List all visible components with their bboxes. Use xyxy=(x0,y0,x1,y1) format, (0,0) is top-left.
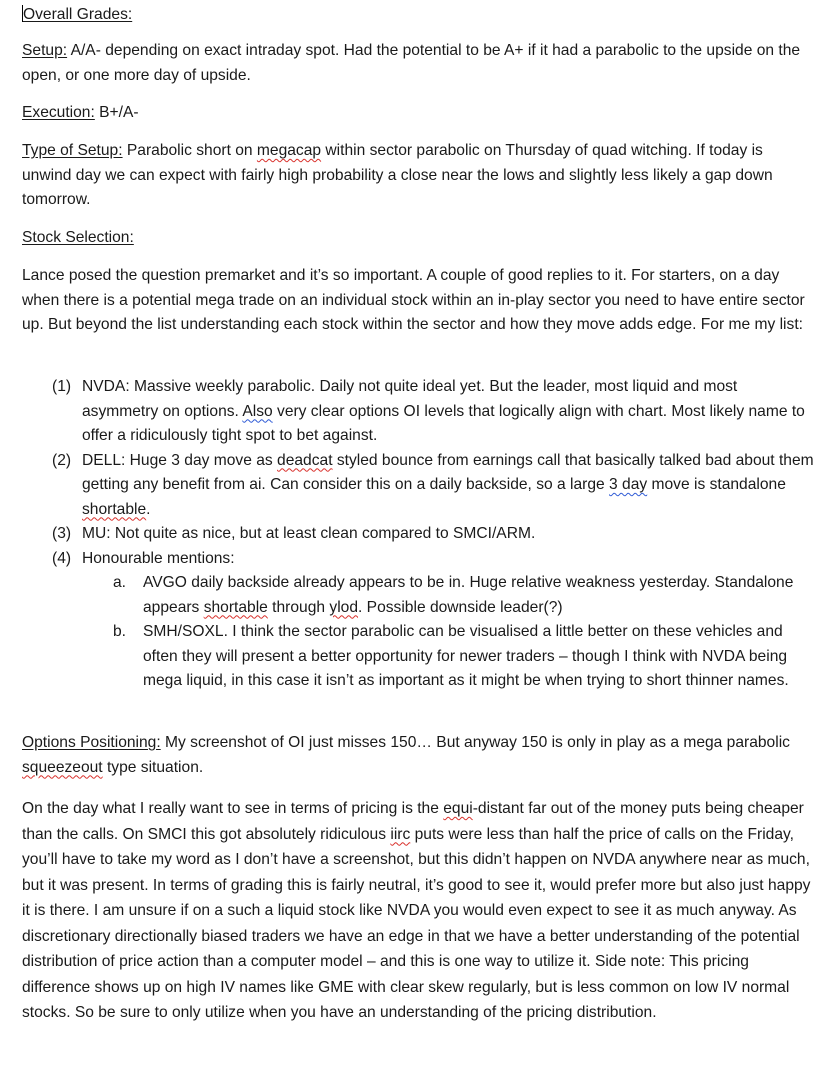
type-of-setup-text: Parabolic short on xyxy=(122,142,257,159)
sub-list-letter: b. xyxy=(113,623,127,640)
type-of-setup-text-cont: within sector parabolic on Thursday of quad witching. If today is unwind day we can expect with fairly high probability a close near the lows and slightly less likely a gap down tomorrow. xyxy=(22,142,773,208)
list-number: (1) xyxy=(52,378,72,395)
stock-selection-paragraph: Lance posed the question premarket and it’s so important. A couple of good replies to it. For starters, on a day when there is a potential mega trade on an individual stock within an in-play sector you need to have entire sector up. But beyond the list understanding each stock within the sector and how they move adds edge. For me my list: xyxy=(22,267,805,333)
spelling-flag: shortable xyxy=(203,598,268,616)
list-item-text-cont: . xyxy=(146,500,151,518)
spelling-flag: equi xyxy=(443,800,473,817)
sub-list-item-text: SMH/SOXL. I think the sector parabolic can be visualised a little better on these vehicles and often they will present a better opportunity for newer traders – though I think with NVDA being mega liquid, in this case it isn’t as important as it might be when trying to short thinner names. xyxy=(143,623,789,689)
setup-paragraph xyxy=(22,39,815,88)
sub-list-letter: a. xyxy=(113,574,127,591)
sub-list-item-text: AVGO daily backside already appears to be in. Huge relative weakness yesterday. Standalone appears xyxy=(143,574,794,616)
setup-text: A/A- depending on exact intraday spot. Had the potential to be A+ if it had a parabolic to the upside on the open, or one more day of upside. xyxy=(22,42,801,84)
options-positioning-label: Options Positioning: xyxy=(22,734,161,751)
list-item-text-cont: very clear options OI levels that logically align with chart. Most likely name to offer a ridiculously tight spot to bet against. xyxy=(82,402,805,444)
execution-text: B+/A- xyxy=(94,104,139,121)
pricing-paragraph xyxy=(22,796,815,1026)
grammar-flag: 3 day xyxy=(609,476,648,493)
sub-list-item xyxy=(22,620,815,694)
type-of-setup-label: Type of Setup: xyxy=(22,142,123,159)
list-item-text: MU: Not quite as nice, but at least clean compared to SMCI/ARM. xyxy=(82,525,536,542)
list-item xyxy=(22,522,815,547)
options-positioning-text-cont: type situation. xyxy=(102,758,204,776)
pricing-text-cont: -distant far out of the money puts being cheaper than the calls. On SMCI this got absolutely ridiculous xyxy=(22,800,804,843)
list-item-text: DELL: Huge 3 day move as xyxy=(82,451,278,469)
type-of-setup-paragraph xyxy=(22,139,815,213)
options-positioning-text: My screenshot of OI just misses 150… But anyway 150 is only in play as a mega parabolic xyxy=(160,734,790,751)
pricing-text: On the day what I really want to see in terms of pricing is the xyxy=(22,800,444,817)
overall-grades-heading: Overall Grades: xyxy=(23,6,133,23)
list-item xyxy=(22,449,815,523)
list-item xyxy=(22,547,815,572)
stock-list xyxy=(22,375,815,694)
list-item-text-cont: styled bounce from earnings call that basically talked bad about them getting any benefit from ai. Can consider this on a daily backside, so a large xyxy=(82,451,814,493)
stock-selection-heading: Stock Selection: xyxy=(22,229,134,246)
sub-list-item xyxy=(22,571,815,620)
list-item-text: Honourable mentions: xyxy=(82,549,235,567)
list-item-text: NVDA: Massive weekly parabolic. Daily not quite ideal yet. But the leader, most liquid and most asymmetry on options. xyxy=(82,378,738,420)
sub-list-item-text-cont: through xyxy=(267,598,330,616)
list-number: (4) xyxy=(52,549,72,567)
spelling-flag: iirc xyxy=(390,825,411,843)
grammar-flag: Also xyxy=(242,402,273,420)
list-number: (3) xyxy=(52,525,72,542)
spelling-flag: ylod xyxy=(329,598,359,616)
list-number: (2) xyxy=(52,451,72,469)
setup-label: Setup: xyxy=(22,42,68,59)
pricing-text-cont: puts were less than half the price of calls on the Friday, you’ll have to take my word as I don’t have a screenshot, but this didn’t happen on NVDA anywhere near as much, but it was present. In terms of grading this is fairly neutral, it’s good to see it, would prefer more but also just happy it is there. I am unsure if on a such a liquid stock like NVDA you would even expect to see it as much anyway. As discretionary directionally biased traders we have an edge in that we have a better understanding of the potential distribution of price action than a computer model – and this is one way to utilize it. Side note: This pricing difference shows up on high IV names like GME with clear skew regularly, but is less common on low IV normal stocks. So be sure to only utilize when you have an understanding of the pricing distribution. xyxy=(22,825,811,1021)
list-item xyxy=(22,375,815,449)
spelling-flag: shortable xyxy=(82,500,147,518)
execution-label: Execution: xyxy=(22,104,95,121)
sub-list-item-text-cont: . Possible downside leader(?) xyxy=(358,598,563,616)
options-positioning-paragraph xyxy=(22,731,815,780)
spelling-flag: squeezeout xyxy=(22,758,103,776)
spelling-flag: deadcat xyxy=(277,451,333,469)
execution-paragraph xyxy=(22,101,815,126)
list-item-text-cont: move is standalone xyxy=(647,476,786,493)
spelling-flag: megacap xyxy=(256,142,322,159)
